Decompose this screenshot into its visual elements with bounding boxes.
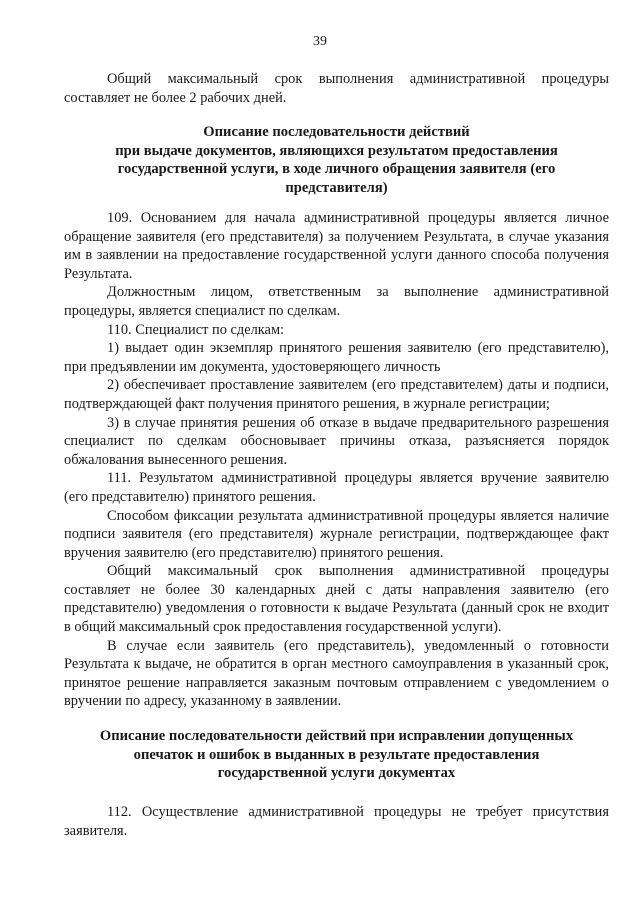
heading-line: государственной услуги, в ходе личного обращения заявителя (его [117,161,556,178]
heading-line: Описание последовательности действий при исправлении допущенных [99,728,574,744]
intro-paragraph: Общий максимальный срок выполнения административной процедуры составляет не более 2 рабочих дней. [64,71,609,106]
corrections-section-body [64,803,609,840]
paragraph-110-item-3: 3) в случае принятия решения об отказе в выдаче предварительного разрешения специалист по сделкам обосновывает причины отказа, разъясняется порядок обжалования вынесенного решения. [64,414,609,468]
heading-line: опечаток и ошибок в выданных в результате предоставления [133,746,540,763]
heading-line: представителя) [285,179,388,196]
paragraph-max-term: Общий максимальный срок выполнения административной процедуры составляет не более 30 календарных дней с даты направления заявителю (его представителю) уведомления о готовности к выдаче Результата (данный срок не входит в общий максимальный срок предоставления государственной услуги). [64,563,609,636]
paragraph-no-show: В случае если заявитель (его представитель), уведомленный о готовности Результата к выдаче, не обратится в орган местного самоуправления в указанный срок, принятое решение направляется заказным почтовым отправлением с уведомлением о вручении по адресу, указанному в заявлении. [64,637,609,710]
heading-line: Описание последовательности действий [203,124,470,140]
section-heading-issuance [64,123,609,197]
paragraph-109: 109. Основанием для начала административной процедуры является личное обращение заявителя (его представителя) за получением Результата, в случае указания им в заявлении на предоставление государственной услуги данного способа получения Результата. [64,210,609,282]
paragraph-110-item-2: 2) обеспечивает проставление заявителем (его представителем) даты и подписи, подтверждающей факт получения принятого решения, в журнале регистрации; [64,377,609,412]
section-heading-corrections [64,727,609,783]
paragraph-112: 112. Осуществление административной процедуры не требует присутствия заявителя. [64,804,609,839]
paragraph-responsible: Должностным лицом, ответственным за выполнение административной процедуры, является специалист по сделкам. [64,284,609,319]
heading-line: при выдаче документов, являющихся результатом предоставления [115,142,558,159]
heading-line: государственной услуги документах [217,765,456,782]
paragraph-fixation: Способом фиксации результата административной процедуры является наличие подписи заявителя (его представителя) журнале регистрации, подтверждающее факт вручения заявителю (его представителю) принятого решения. [64,507,609,561]
paragraph-110-item-1: 1) выдает один экземпляр принятого решения заявителю (его представителю), при предъявлении им документа, удостоверяющего личность [64,340,609,375]
paragraph-111: 111. Результатом административной процедуры является вручение заявителю (его представителю) принятого решения. [64,470,609,505]
page-number: 39 [313,34,327,49]
paragraph-110: 110. Специалист по сделкам: [107,321,285,338]
issuance-section-body [64,209,609,711]
intro-block [64,70,609,107]
